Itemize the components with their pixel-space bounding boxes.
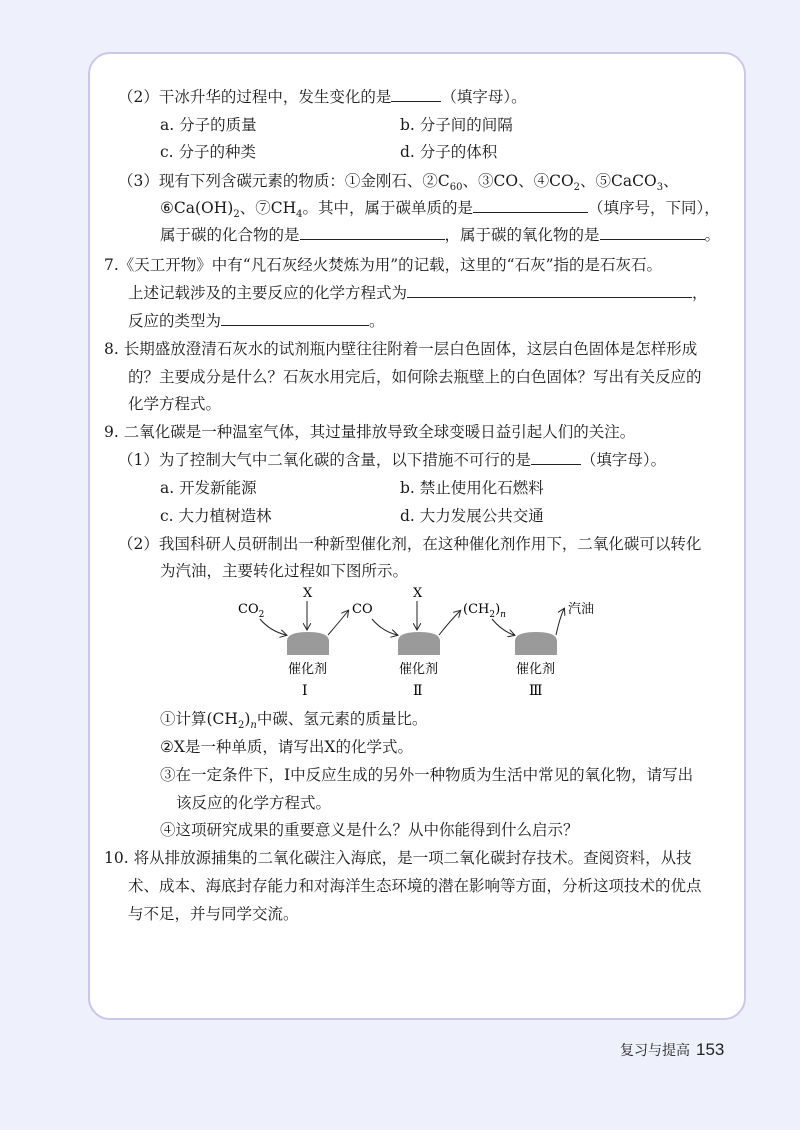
gasoline-label: 汽油: [568, 602, 595, 617]
arrow-ch2n-in: [492, 619, 514, 635]
question-9-line1: 9. 二氧化碳是一种温室气体，其过量排放导致全球变暖日益引起人们的关注。: [104, 423, 636, 441]
option-a: a. 分子的质量: [160, 116, 257, 134]
sub-question-3-line1: ③在一定条件下，Ⅰ中反应生成的另外一种物质为生活中常见的氧化物，请写出: [160, 766, 694, 784]
arrow-co-in: [372, 619, 397, 635]
question-8-line3: 化学方程式。: [128, 395, 222, 413]
question-9-part2-line2: 为汽油，主要转化过程如下图所示。: [160, 562, 409, 580]
question-7-line2: 上述记载涉及的主要反应的化学方程式为 ，: [128, 284, 708, 302]
sub-question-2: ②X是一种单质，请写出X的化学式。: [160, 738, 413, 756]
sub-question-3-line2: 该反应的化学方程式。: [176, 794, 332, 812]
question-10-line1: 10. 将从排放源捕集的二氧化碳注入海底，是一项二氧化碳封存技术。查阅资料，从技: [104, 849, 692, 867]
sub-question-1: ①计算$(CH_2)_n$中碳、氢元素的质量比。: [160, 710, 428, 732]
catalyst-shape-1: [287, 632, 329, 655]
option-c: c. 大力植树造林: [160, 507, 272, 525]
stage-label-3: Ⅲ: [529, 683, 543, 699]
option-c: c. 分子的种类: [160, 143, 257, 161]
question-7-line3: 反应的类型为 。: [128, 312, 385, 330]
answer-blank: [300, 224, 445, 240]
catalyst-label-3: 催化剂: [516, 662, 556, 677]
x-label-2: X: [413, 586, 423, 601]
answer-blank: [221, 310, 369, 326]
section-title: 复习与提高: [620, 1043, 690, 1059]
catalyst-shape-2: [398, 632, 440, 655]
ch2n-label: $(CH_2)_n$: [463, 602, 506, 620]
option-d: d. 分子的体积: [400, 143, 498, 161]
sub-question-4: ④这项研究成果的重要意义是什么？从中你能得到什么启示？: [160, 821, 579, 839]
question-2a: （2）干冰升华的过程中，发生变化的是 （填字母）。: [118, 88, 527, 106]
question-7-line1: 7.《天工开物》中有“凡石灰经火焚炼为用”的记载，这里的“石灰”指的是石灰石。: [104, 256, 662, 274]
option-b: b. 分子间的间隔: [400, 116, 513, 134]
stage-label-1: Ⅰ: [302, 683, 308, 699]
page-footer: [620, 1040, 724, 1060]
co2-label: $CO_2$: [238, 602, 265, 620]
answer-blank: [531, 449, 581, 465]
catalyst-shape-3: [515, 632, 557, 655]
answer-blank: [473, 197, 588, 213]
arrow-gasoline-out: [556, 609, 564, 635]
arrow-co2-in: [260, 619, 286, 635]
option-b: b. 禁止使用化石燃料: [400, 479, 544, 497]
catalyst-label-2: 催化剂: [399, 662, 439, 677]
question-9-part1: （1）为了控制大气中二氧化碳的含量，以下措施不可行的是 （填字母）。: [118, 451, 667, 469]
question-10-line3: 与不足，并与同学交流。: [128, 905, 299, 923]
question-8-line2: 的？主要成分是什么？石灰水用完后，如何除去瓶壁上的白色固体？写出有关反应的: [128, 368, 702, 386]
question-3-line1: （3）现有下列含碳元素的物质：①金刚石、$②C_{60}$、③CO、$④CO_2$、⑤CaCO$_3$、: [118, 172, 679, 194]
arrow-ch2n-out: [439, 611, 460, 635]
answer-blank: [600, 224, 705, 240]
arrow-co-out: [328, 611, 348, 635]
option-d: d. 大力发展公共交通: [400, 507, 544, 525]
question-3-line2: $⑥Ca(OH)_2$、$⑦CH_4$。其中，属于碳单质的是 （填序号，下同），: [160, 199, 720, 221]
co-label: CO: [352, 602, 373, 617]
x-label-1: X: [303, 586, 313, 601]
page-number: 153: [696, 1040, 725, 1059]
question-8-line1: 8. 长期盛放澄清石灰水的试剂瓶内壁往往附着一层白色固体，这层白色固体是怎样形成: [104, 340, 698, 358]
question-3-line3: 属于碳的化合物的是 ，属于碳的氧化物的是 。: [160, 226, 721, 244]
catalyst-label-1: 催化剂: [288, 662, 328, 677]
option-a: a. 开发新能源: [160, 479, 257, 497]
question-9-part2-line1: （2）我国科研人员研制出一种新型催化剂，在这种催化剂作用下，二氧化碳可以转化: [118, 535, 702, 553]
stage-label-2: Ⅱ: [413, 683, 423, 699]
answer-blank: [407, 282, 692, 298]
question-10-line2: 术、成本、海底封存能力和对海洋生态环境的潜在影响等方面，分析这项技术的优点: [128, 877, 702, 895]
conversion-diagram: [230, 585, 610, 700]
answer-blank: [391, 86, 441, 102]
